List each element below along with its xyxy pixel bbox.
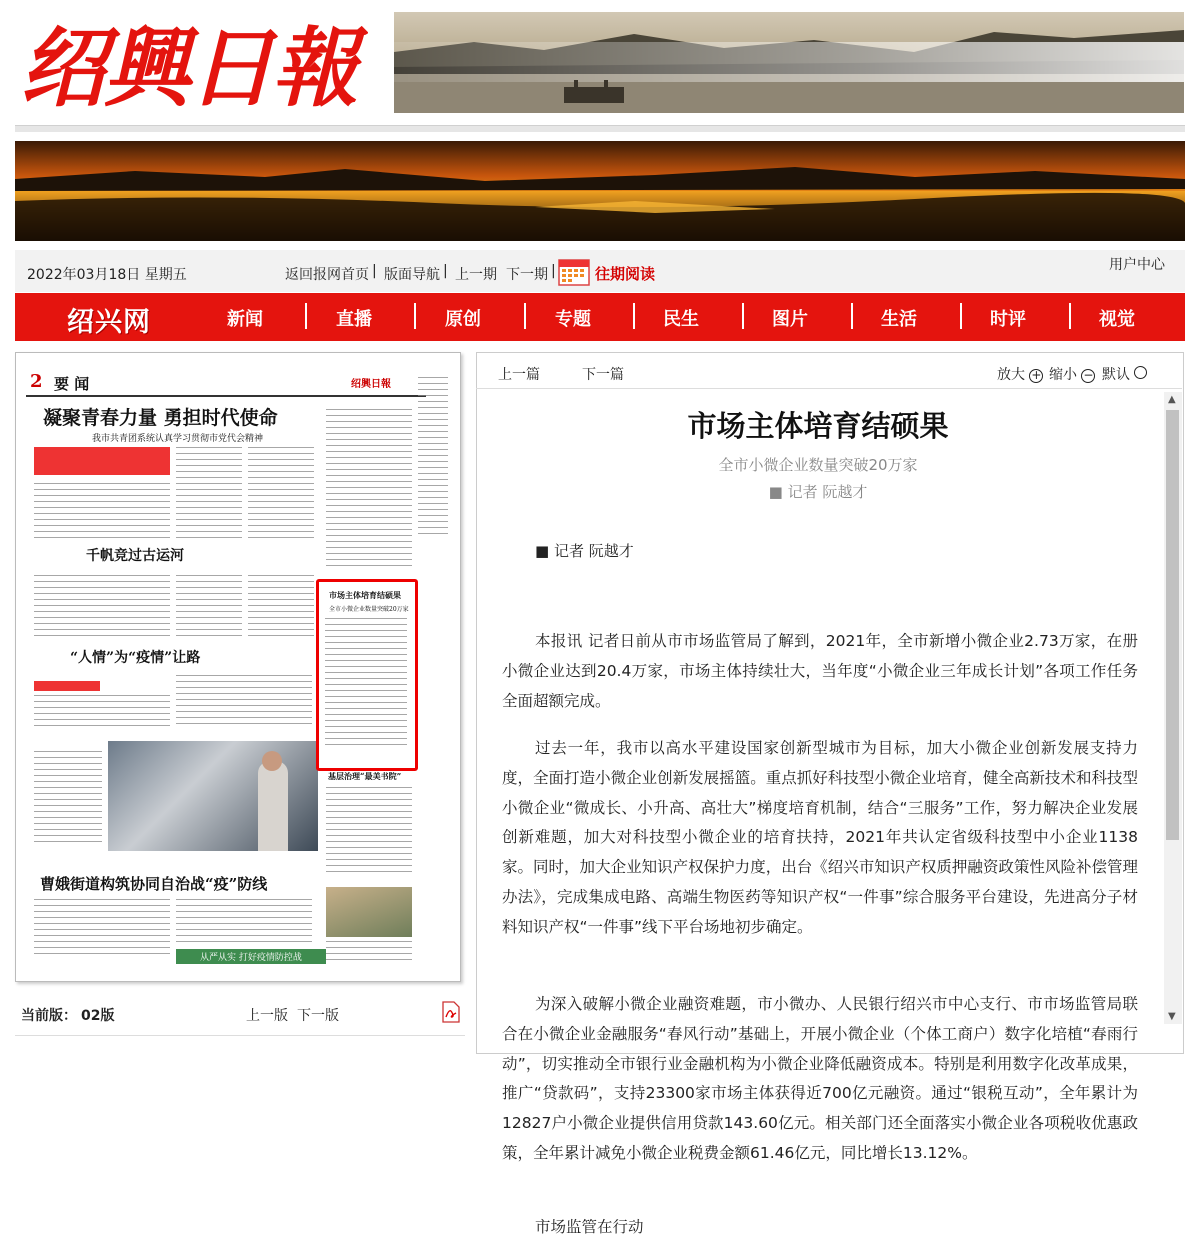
np-masthead: 绍興日報 bbox=[351, 379, 391, 390]
np-side-photo bbox=[326, 887, 412, 937]
nav-original[interactable]: 原创 bbox=[445, 309, 481, 330]
separator: | bbox=[443, 263, 448, 279]
article-paragraph-3: 为深入破解小微企业融资难题，市小微办、人民银行绍兴市中心支行、市市场监管局联合在小微企业金融服务“春风行动”基础上，开展小微企业（个体工商户）数字化培植“春雨行动”，切实推动全市银行业金融机构为小微企业降低融资成本。特别是利用数字化改革成果，推广“贷款码”，支持23300家市场主体获得近700亿元融资。通过“银税互动”，全年累计为12827户小微企业提供信用贷款143.60亿元。相关部门还全面落实小微企业各项税收优惠政策，全年累计减免小微企业税费金额61.46亿元，同比增长13.12%。 bbox=[502, 995, 1138, 1162]
article-paragraph-4: 市场监管在行动 bbox=[535, 1218, 644, 1236]
current-page-label: 当前版： bbox=[21, 1008, 77, 1024]
next-page-link[interactable]: 下一版 bbox=[297, 1008, 339, 1024]
nav-commentary[interactable]: 时评 bbox=[990, 309, 1026, 330]
prev-page-link[interactable]: 上一版 bbox=[246, 1008, 288, 1024]
nav-divider bbox=[1069, 303, 1071, 329]
np-text-column bbox=[34, 575, 170, 641]
nav-divider bbox=[305, 303, 307, 329]
banner-sunset-image bbox=[15, 141, 1185, 241]
nav-divider bbox=[960, 303, 962, 329]
nav-divider bbox=[633, 303, 635, 329]
np-text-column bbox=[34, 899, 170, 957]
np-text-column bbox=[176, 675, 312, 729]
zoom-out-label: 缩小 bbox=[1049, 367, 1077, 383]
np-text-column bbox=[176, 447, 242, 543]
nav-divider bbox=[851, 303, 853, 329]
zoom-in-label: 放大 bbox=[997, 367, 1025, 383]
np-text-column bbox=[176, 575, 242, 641]
nav-live[interactable]: 直播 bbox=[336, 309, 372, 330]
np-text-column bbox=[34, 751, 102, 847]
np-text-column bbox=[326, 409, 412, 569]
np-box-head[interactable]: 基层治理“最美书院” bbox=[328, 771, 402, 781]
user-center-link[interactable]: 用户中心 bbox=[1109, 257, 1165, 273]
site-logo[interactable]: 绍兴网 bbox=[67, 307, 151, 338]
main-nav bbox=[15, 293, 1185, 341]
calendar-icon[interactable] bbox=[558, 256, 590, 286]
np-side-head: 市场主体培育结硕果 bbox=[329, 590, 401, 600]
np-headline-2[interactable]: 千帆竞过古运河 bbox=[86, 548, 184, 564]
scroll-up-arrow-icon[interactable]: ▲ bbox=[1168, 394, 1176, 405]
np-text-column bbox=[326, 941, 412, 963]
newspaper-page-thumbnail[interactable] bbox=[15, 352, 461, 982]
np-text-column bbox=[325, 618, 407, 748]
separator: | bbox=[551, 263, 556, 279]
np-text-column bbox=[34, 483, 170, 543]
np-text-column bbox=[34, 695, 170, 729]
separator: | bbox=[372, 263, 377, 279]
article-byline: ■ 记者 阮越才 bbox=[535, 542, 634, 560]
circle-icon bbox=[1134, 366, 1147, 379]
banner-lake-image bbox=[394, 12, 1184, 113]
article-byline-header: ■ 记者 阮越才 bbox=[768, 483, 868, 501]
nav-visual[interactable]: 视觉 bbox=[1099, 309, 1135, 330]
page-footer-nav bbox=[15, 995, 465, 1036]
prev-article-link[interactable]: 上一篇 bbox=[498, 367, 540, 383]
np-red-box bbox=[34, 447, 170, 475]
past-issues-link[interactable]: 往期阅读 bbox=[595, 265, 656, 283]
np-bottom-banner: 从严从实 打好疫情防控战 bbox=[176, 949, 326, 964]
np-headline-4[interactable]: 曹娥街道构筑协同自治战“疫”防线 bbox=[40, 875, 268, 893]
next-issue-link[interactable]: 下一期 bbox=[506, 267, 548, 283]
layout-nav-link[interactable]: 版面导航 bbox=[384, 267, 440, 283]
nav-divider bbox=[524, 303, 526, 329]
nav-pictures[interactable]: 图片 bbox=[772, 309, 808, 330]
np-headline-3[interactable]: “人情”为“疫情”让路 bbox=[70, 650, 201, 666]
info-bar bbox=[15, 250, 1185, 292]
np-text-column bbox=[326, 787, 412, 877]
nav-topics[interactable]: 专题 bbox=[555, 309, 591, 330]
np-red-tag bbox=[34, 681, 100, 691]
article-toolbar bbox=[476, 352, 1182, 389]
np-rule bbox=[26, 395, 426, 397]
scrollbar-thumb[interactable] bbox=[1166, 410, 1179, 840]
masthead-logo[interactable] bbox=[18, 14, 368, 114]
np-section: 要 闻 bbox=[54, 375, 90, 393]
plus-circle-icon: + bbox=[1031, 368, 1042, 382]
article-paragraph-1: 本报讯 记者日前从市市场监管局了解到，2021年，全市新增小微企业2.73万家，在册小微企业达到20.4万家，市场主体持续壮大，当年度“小微企业三年成长计划”各项工作任务全面超额完成。 bbox=[502, 632, 1138, 710]
selected-article-hotspot[interactable] bbox=[316, 579, 418, 771]
masthead-text: 绍興日報 bbox=[20, 18, 356, 114]
np-text-column bbox=[176, 899, 312, 943]
next-article-link[interactable]: 下一篇 bbox=[582, 367, 624, 383]
zoom-out-button[interactable] bbox=[1049, 364, 1095, 384]
minus-circle-icon: − bbox=[1083, 368, 1094, 382]
home-link[interactable]: 返回报网首页 bbox=[285, 267, 369, 283]
nav-livelihood[interactable]: 民生 bbox=[663, 309, 699, 330]
nav-life[interactable]: 生活 bbox=[881, 309, 917, 330]
current-page-value: 02版 bbox=[81, 1008, 115, 1024]
scroll-down-arrow-icon[interactable]: ▼ bbox=[1168, 1011, 1176, 1022]
issue-date: 2022年03月18日 星期五 bbox=[27, 267, 187, 283]
nav-divider bbox=[742, 303, 744, 329]
nav-news[interactable]: 新闻 bbox=[227, 309, 263, 330]
np-sub-1: 我市共青团系统认真学习贯彻市党代会精神 bbox=[92, 434, 264, 444]
article-paragraph-2: 过去一年，我市以高水平建设国家创新型城市为目标，加大小微企业创新发展支持力度，全面打造小微企业创新发展摇篮。重点抓好科技型小微企业培育，健全高新技术和科技型小微企业“微成长、小升高、高壮大”梯度培育机制，结合“三服务”工作，努力解决企业发展创新难题，加大对科技型小微企业的培育扶持，2021年共认定省级科技型中小企业1138家。同时，加大企业知识产权保护力度，出台《绍兴市知识产权质押融资政策性风险补偿管理办法》，完成集成电路、高端生物医药等知识产权“一件事”综合服务平台建设，先进高分子材料知识产权“一件事”线下平台场地初步确定。 bbox=[502, 739, 1138, 936]
np-photo bbox=[108, 741, 318, 851]
np-text-column bbox=[418, 377, 448, 537]
np-text-column bbox=[248, 575, 314, 641]
zoom-in-button[interactable] bbox=[997, 364, 1043, 384]
default-size-label: 默认 bbox=[1102, 367, 1130, 383]
np-text-column bbox=[248, 447, 314, 543]
header-divider bbox=[15, 125, 1185, 132]
default-size-button[interactable] bbox=[1102, 364, 1147, 384]
np-page-number: 2 bbox=[30, 371, 43, 392]
np-side-sub: 全市小微企业数量突破20万家 bbox=[329, 606, 409, 613]
article-subtitle: 全市小微企业数量突破20万家 bbox=[718, 456, 918, 474]
article-title: 市场主体培育结硕果 bbox=[687, 409, 949, 443]
prev-issue-link[interactable]: 上一期 bbox=[455, 267, 497, 283]
pdf-icon[interactable] bbox=[441, 1001, 461, 1027]
np-headline-1[interactable]: 凝聚青春力量 勇担时代使命 bbox=[43, 407, 278, 429]
nav-divider bbox=[414, 303, 416, 329]
